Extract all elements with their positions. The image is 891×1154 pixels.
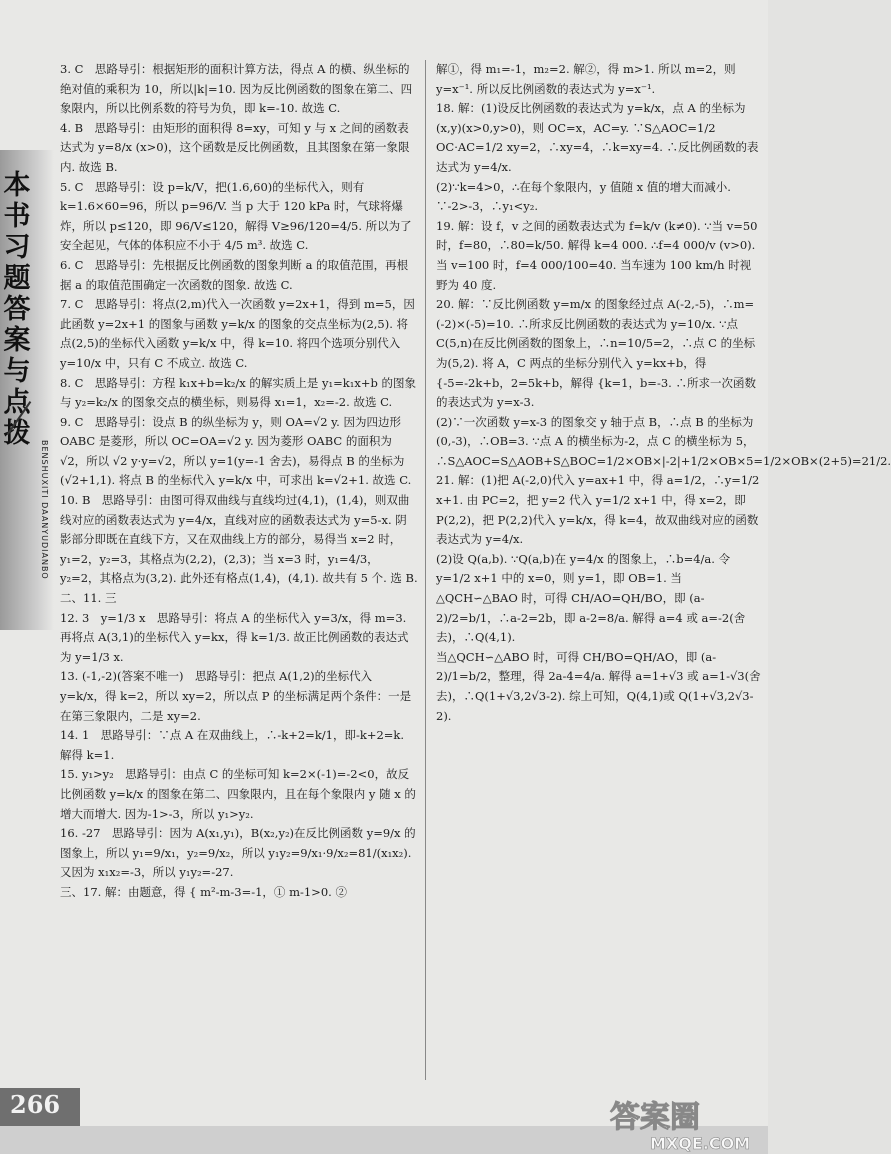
answer-item: 当△QCH∽△ABO 时，可得 CH/BO=QH/AO，即 (a-2)/1=b/2，整理，得 2a-4=4/a. 解得 a=1+√3 或 a=1-√3(舍去)，∴Q(1+√3,2√3-2). 综上可知，Q(4,1)或 Q(1+√3,2√3-2). <box>436 649 761 723</box>
answer-item: 3. C 思路导引：根据矩形的面积计算方法，得点 A 的横、纵坐标的绝对值的乘积为 10，所以|k|=10. 因为反比例函数的图象在第二、四象限内，所以比例系数的符号为负，即 k=-10. 故选 C. <box>60 62 413 116</box>
answer-item: 18. 解：(1)设反比例函数的表达式为 y=k/x，点 A 的坐标为(x,y)(x>0,y>0)，则 OC=x，AC=y. ∵S△AOC=1/2 OC·AC=1/2 xy=2，∴xy=4，∴k=xy=4. ∴反比例函数的表达式为 y=4/x. <box>436 101 759 174</box>
answer-item: 10. B 思路导引：由图可得双曲线与直线均过(4,1)，(1,4)，则双曲线对应的函数表达式为 y=4/x，直线对应的函数表达式为 y=5-x. 阴影部分即既在直线下方，又在双曲线上方的部分，易得当 x=2 时，y₁=2，y₂=3，其格点为(2,2)，(2,3)；当 x=3 时，y₁=4/3，y₂=2，其格点为(3,2). 此外还有格点(1,4)，(4,1). 故共有 5 个. 选 B. <box>60 493 418 586</box>
banner-char: 案 <box>3 325 31 356</box>
answer-item: 5. C 思路导引：设 p=k/V，把(1.6,60)的坐标代入，则有 k=1.6×60=96，所以 p=96/V. 当 p 大于 120 kPa 时，气球将爆炸，所以 p≤120，即 96/V≤120，解得 V≥96/120=4/5. 所以为了安全起见，气体的体积应不小于 4/5 m³. 故选 C. <box>60 179 412 253</box>
answer-item: (2)∵一次函数 y=x-3 的图象交 y 轴于点 B，∴点 B 的坐标为(0,-3)，∴OB=3. ∵点 A 的横坐标为-2，点 C 的横坐标为 5，∴S△AOC=S△AOB+S△BOC=1/2×OB×|-2|+1/2×OB×5=1/2×OB×(2+5)=21/2. <box>436 414 891 468</box>
answer-item: (2)设 Q(a,b). ∵Q(a,b)在 y=4/x 的图象上，∴b=4/a. 令 y=1/2 x+1 中的 x=0，则 y=1，即 OB=1. 当△QCH∽△BAO 时，可得 CH/AO=QH/BO，即 (a-2)/2=b/1，∴a-2=2b，即 a-2=8/a. 解得 a=4 或 a=-2(舍去)，∴Q(4,1). <box>436 551 746 645</box>
watermark-logo: 答案圈 <box>610 1100 700 1135</box>
answer-item: 21. 解：(1)把 A(-2,0)代入 y=ax+1 中，得 a=1/2，∴y=1/2 x+1. 由 PC=2，把 y=2 代入 y=1/2 x+1 中，得 x=2，即 P(2,2)，把 P(2,2)代入 y=k/x，得 k=4，故双曲线对应的函数表达式为 y=4/x. <box>436 473 760 547</box>
answer-item: 三、17. 解：由题意，得 { m²-m-3=-1，① m-1>0. ② <box>60 884 347 899</box>
page-number: 266 <box>10 1090 61 1119</box>
answer-item: 15. y₁>y₂ 思路导引：由点 C 的坐标可知 k=2×(-1)=-2<0，故反比例函数 y=k/x 的图象在第二、四象限内，且在每个象限内 y 随 x 的增大而增大. 因为-1>-3，所以 y₁>y₂. <box>60 767 416 821</box>
banner-char: 点 <box>3 387 31 418</box>
answer-item: 解①，得 m₁=-1，m₂=2. 解②，得 m>1. 所以 m=2，则 y=x⁻¹. 所以反比例函数的表达式为 y=x⁻¹. <box>436 62 736 96</box>
answer-item: 4. B 思路导引：由矩形的面积得 8=xy，可知 y 与 x 之间的函数表达式为 y=8/x (x>0)，这个函数是反比例函数，且其图象在第一象限内. 故选 B. <box>60 120 410 174</box>
banner-char: 答 <box>3 294 31 325</box>
banner-char: 书 <box>3 201 31 232</box>
banner-char: 与 <box>3 356 31 387</box>
answer-item: 6. C 思路导引：先根据反比例函数的图象判断 a 的取值范围，再根据 a 的取值范围确定一次函数的图象. 故选 C. <box>60 257 409 292</box>
answer-item: 8. C 思路导引：方程 k₁x+b=k₂/x 的解实质上是 y₁=k₁x+b 的图象与 y₂=k₂/x 的图象交点的横坐标，则易得 x₁=1，x₂=-2. 故选 C. <box>60 375 416 410</box>
banner-char: 拨 <box>3 418 31 449</box>
answer-item: 14. 1 思路导引：∵点 A 在双曲线上，∴-k+2=k/1，即-k+2=k. 解得 k=1. <box>60 728 405 762</box>
banner-char: 习 <box>3 232 31 263</box>
answer-item: 16. -27 思路导引：因为 A(x₁,y₁)，B(x₂,y₂)在反比例函数 y=9/x 的图象上，所以 y₁=9/x₁，y₂=9/x₂，所以 y₁y₂=9/x₁·9/x₂=81/(x₁x₂). 又因为 x₁x₂=-3，所以 y₁y₂=-27. <box>60 826 416 880</box>
section-heading: 二、11. 三 <box>60 591 117 606</box>
banner-char: 题 <box>3 263 31 294</box>
left-column <box>60 60 418 903</box>
answer-item: (2)∵k=4>0，∴在每个象限内，y 值随 x 值的增大而减小. ∵-2>-3，∴y₁<y₂. <box>436 179 731 214</box>
answer-item: 12. 3 y=1/3 x 思路导引：将点 A 的坐标代入 y=3/x，得 m=3. 再将点 A(3,1)的坐标代入 y=kx，得 k=1/3. 故正比例函数的表达式为 y=1/3 x. <box>60 610 409 664</box>
watermark-url: MXQE.COM <box>650 1134 751 1153</box>
banner-pinyin: BENSHUXITI DAANYUDIANBO <box>40 440 49 580</box>
answer-item: 7. C 思路导引：将点(2,m)代入一次函数 y=2x+1，得到 m=5，因此函数 y=2x+1 的图象与函数 y=k/x 的图象的交点坐标为(2,5). 将点(2,5)的坐标代入函数 y=k/x 中，得 k=10. 将四个选项分别代入 y=10/x 中，只有 C 不成立. 故选 C. <box>60 297 415 370</box>
right-column <box>436 60 891 726</box>
column-divider <box>425 60 426 1080</box>
answer-item: 9. C 思路导引：设点 B 的纵坐标为 y，则 OA=√2 y. 因为四边形 OABC 是菱形，所以 OC=OA=√2 y. 因为菱形 OABC 的面积为 √2，所以 √2 y·y=√2，所以 y=1(y=-1 舍去)，易得点 B 的坐标为(√2+1,1). 将点 B 的坐标代入 y=k/x 中，可求出 k=√2+1. 故选 C. <box>60 414 412 488</box>
answer-item: 13. (-1,-2)(答案不唯一) 思路导引：把点 A(1,2)的坐标代入 y=k/x，得 k=2，所以 xy=2，所以点 P 的坐标满足两个条件：一是在第三象限内，二是 xy=2. <box>60 669 412 723</box>
answer-item: 20. 解：∵反比例函数 y=m/x 的图象经过点 A(-2,-5)，∴m=(-2)×(-5)=10. ∴所求反比例函数的表达式为 y=10/x. ∵点 C(5,n)在反比例函数的图象上，∴n=10/5=2，∴点 C 的坐标为(5,2). 将 A，C 两点的坐标分别代入 y=kx+b，得 {-5=-2k+b，2=5k+b，解得 {k=1，b=-3. ∴所求一次函数的表达式为 y=x-3. <box>436 297 756 410</box>
answer-item: 19. 解：设 f，v 之间的函数表达式为 f=k/v (k≠0). ∵当 v=50 时，f=80，∴80=k/50. 解得 k=4 000. ∴f=4 000/v (v>0). 当 v=100 时，f=4 000/100=40. 当车速为 100 km/h 时视野为 40 度. <box>436 218 758 292</box>
banner-char: 本 <box>3 170 31 201</box>
